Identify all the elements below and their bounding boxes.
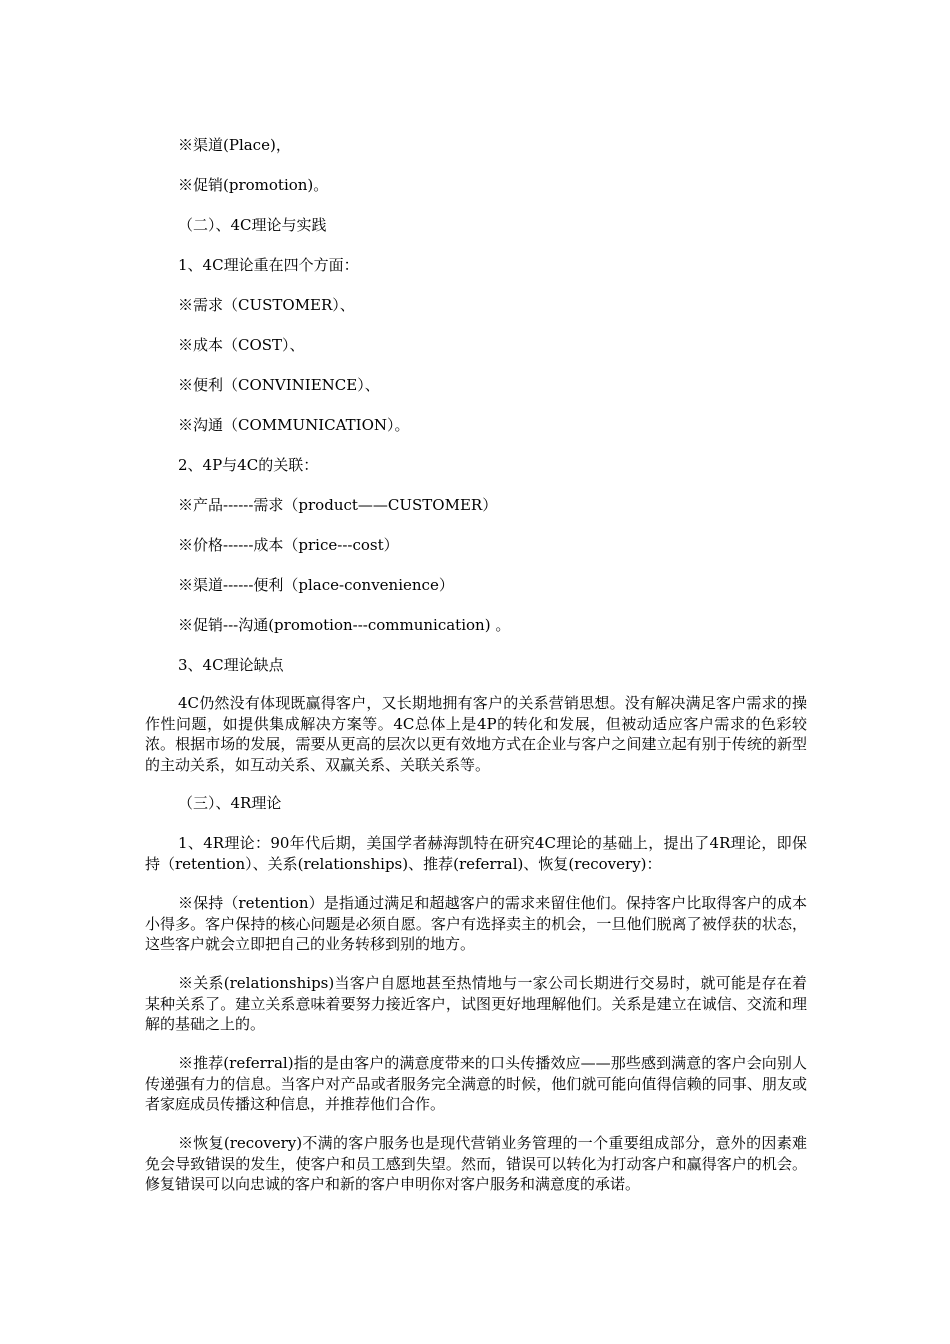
paragraph-recovery: ※恢复(recovery)不满的客户服务也是现代营销业务管理的一个重要组成部分，意外的因素难免会导致错误的发生，使客户和员工感到失望。然而，错误可以转化为打动客户和赢得客户的机会。修复错误可以向忠诚的客户和新的客户申明你对客户服务和满意度的承诺。 [145, 1134, 807, 1193]
list-item-product-customer: ※产品------需求（product——CUSTOMER） [178, 496, 498, 514]
list-item-price-cost: ※价格------成本（price---cost） [178, 536, 399, 554]
list-item-promotion: ※促销(promotion)。 [178, 176, 329, 194]
subheading-4c-weakness: 3、4C理论缺点 [178, 656, 284, 674]
list-item-place-convenience: ※渠道------便利（place-convenience） [178, 576, 454, 594]
list-item-place: ※渠道(Place)， [178, 136, 291, 154]
list-item-convinience: ※便利（CONVINIENCE）、 [178, 376, 380, 394]
section-heading-4r: （三）、4R理论 [178, 794, 282, 812]
list-item-cost: ※成本（COST）、 [178, 336, 305, 354]
subheading-4p-4c-relation: 2、4P与4C的关联： [178, 456, 319, 474]
paragraph-4c-weakness: 4C仍然没有体现既赢得客户，又长期地拥有客户的关系营销思想。没有解决满足客户需求的操作性问题，如提供集成解决方案等。4C总体上是4P的转化和发展，但被动适应客户需求的色彩较浓。根据市场的发展，需要从更高的层次以更有效地方式在企业与客户之间建立起有别于传统的新型的主动关系，如互动关系、双赢关系、关联关系等。 [145, 694, 807, 774]
paragraph-relationships: ※关系(relationships)当客户自愿地甚至热情地与一家公司长期进行交易时，就可能是存在着某种关系了。建立关系意味着要努力接近客户，试图更好地理解他们。关系是建立在诚信、交流和理解的基础之上的。 [145, 974, 807, 1033]
subheading-4c-aspects: 1、4C理论重在四个方面： [178, 256, 359, 274]
paragraph-4r-intro: 1、4R理论：90年代后期，美国学者赫海凯特在研究4C理论的基础上，提出了4R理论，即保持（retention）、关系(relationships)、推荐(referral)、恢复(recovery)： [145, 834, 807, 873]
list-item-communication: ※沟通（COMMUNICATION）。 [178, 416, 410, 434]
section-heading-4c: （二）、4C理论与实践 [178, 216, 327, 234]
paragraph-retention: ※保持（retention）是指通过满足和超越客户的需求来留住他们。保持客户比取得客户的成本小得多。客户保持的核心问题是必须自愿。客户有选择卖主的机会，一旦他们脱离了被俘获的状态，这些客户就会立即把自己的业务转移到别的地方。 [145, 894, 807, 953]
paragraph-referral: ※推荐(referral)指的是由客户的满意度带来的口头传播效应——那些感到满意的客户会向别人传递强有力的信息。当客户对产品或者服务完全满意的时候，他们就可能向值得信赖的同事、朋友或者家庭成员传播这种信息，并推荐他们合作。 [145, 1054, 807, 1113]
list-item-customer: ※需求（CUSTOMER）、 [178, 296, 355, 314]
list-item-promotion-communication: ※促销---沟通(promotion---communication) 。 [178, 616, 511, 634]
